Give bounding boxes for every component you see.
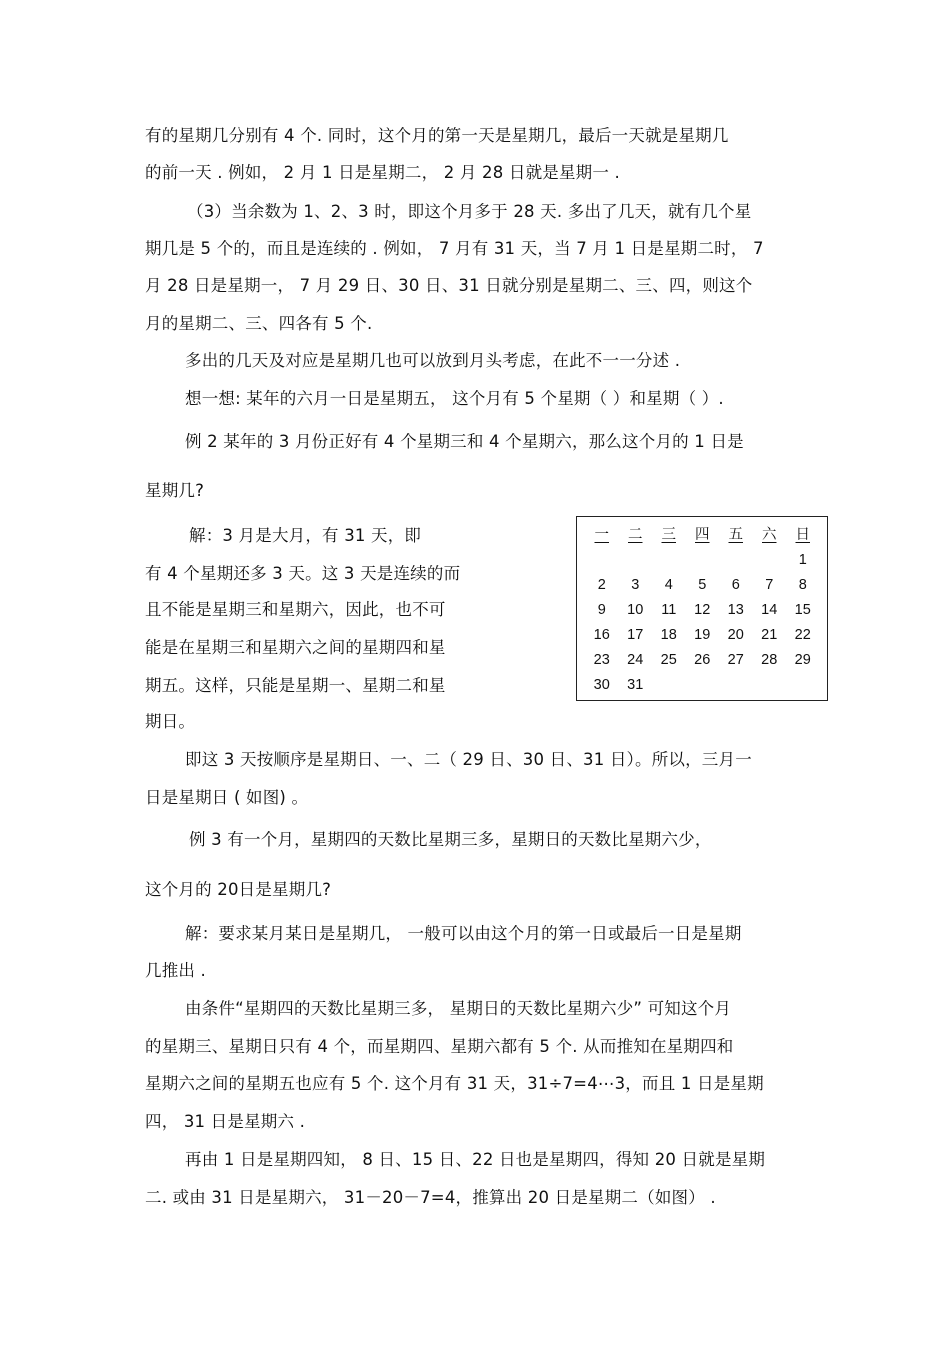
text-line: （3）当余数为 1、2、3 时，即这个月多于 28 天. 多出了几天，就有几个星	[187, 202, 752, 221]
text-line: 能是在星期三和星期六之间的星期四和星	[145, 638, 446, 657]
calendar-day-cell: 27	[727, 652, 744, 668]
calendar-day-cell: 10	[627, 602, 644, 618]
calendar-day-cell: 13	[727, 602, 744, 618]
calendar-day-cell: 25	[660, 652, 677, 668]
calendar-day-cell: 18	[660, 627, 677, 643]
text-line: 想一想: 某年的六月一日是星期五， 这个月有 5 个星期（ ）和星期（ ）.	[185, 389, 724, 408]
calendar-day-cell: 24	[627, 652, 644, 668]
calendar-day-cell: 11	[661, 602, 677, 618]
calendar-day-cell	[686, 675, 720, 700]
text-line: 的星期三、星期日只有 4 个，而星期四、星期六都有 5 个. 从而推知在星期四和	[145, 1037, 734, 1056]
calendar-weekday-header: 六	[762, 527, 777, 543]
calendar-day-cell: 1	[798, 552, 807, 568]
calendar-day-cell: 16	[593, 627, 610, 643]
text-line: 期日。	[145, 712, 196, 731]
text-line: 日是星期日 ( 如图) 。	[145, 788, 309, 807]
text-line: 由条件“星期四的天数比星期三多， 星期日的天数比星期六少” 可知这个月	[185, 999, 732, 1018]
calendar-day-cell: 5	[698, 577, 707, 593]
text-line: 月的星期二、三、四各有 5 个.	[145, 314, 373, 333]
calendar-weekday-header: 三	[661, 527, 676, 543]
calendar-weekday-header: 日	[795, 527, 810, 543]
text-line: 且不能是星期三和星期六，因此，也不可	[145, 600, 446, 619]
text-line: 星期六之间的星期五也应有 5 个. 这个月有 31 天，31÷7=4⋯3，而且 1 日是星期	[145, 1074, 764, 1093]
text-line: 这个月的 20日是星期几?	[145, 880, 332, 899]
text-line: 二. 或由 31 日是星期六， 31－20－7=4，推算出 20 日是星期二（如图） .	[145, 1188, 716, 1207]
calendar-day-cell: 12	[694, 602, 711, 618]
calendar-day-cell	[719, 675, 753, 700]
text-line: 多出的几天及对应是星期几也可以放到月头考虑，在此不一一分述 .	[185, 351, 681, 370]
calendar-day-cell	[719, 550, 753, 575]
calendar-day-cell: 23	[593, 652, 610, 668]
text-line: 期五。这样，只能是星期一、星期二和星	[145, 676, 446, 695]
calendar-day-cell	[753, 550, 787, 575]
text-line: 解：要求某月某日是星期几， 一般可以由这个月的第一日或最后一日是星期	[185, 924, 742, 943]
calendar-day-cell: 29	[794, 652, 811, 668]
calendar-day-cell: 6	[731, 577, 740, 593]
calendar-day-cell: 9	[597, 602, 606, 618]
calendar-day-cell	[585, 550, 619, 575]
text-line: 再由 1 日是星期四知， 8 日、15 日、22 日也是星期四，得知 20 日就是星期	[185, 1150, 766, 1169]
calendar-day-cell	[786, 675, 820, 700]
text-line: 解：3 月是大月，有 31 天，即	[189, 526, 422, 545]
calendar-day-cell: 3	[631, 577, 640, 593]
text-line: 期几是 5 个的，而且是连续的 . 例如， 7 月有 31 天，当 7 月 1 日是星期二时， 7	[145, 239, 764, 258]
calendar-day-cell: 8	[798, 577, 807, 593]
example-3-heading: 例 3 有一个月，星期四的天数比星期三多，星期日的天数比星期六少，	[189, 830, 712, 849]
text-line: 即这 3 天按顺序是星期日、一、二（ 29 日、30 日、31 日）。所以，三月一	[185, 750, 752, 769]
calendar-day-cell: 14	[761, 602, 778, 618]
calendar-day-cell: 19	[694, 627, 711, 643]
example-2-heading: 例 2 某年的 3 月份正好有 4 个星期三和 4 个星期六，那么这个月的 1 日是	[185, 432, 744, 451]
text-line: 几推出 .	[145, 961, 206, 980]
calendar-figure	[576, 516, 828, 701]
calendar-day-cell: 31	[627, 677, 644, 693]
calendar-day-cell: 21	[761, 627, 778, 643]
calendar-day-cell: 7	[765, 577, 774, 593]
calendar-weekday-header: 二	[628, 527, 643, 543]
calendar-day-cell	[652, 550, 686, 575]
calendar-day-cell: 28	[761, 652, 778, 668]
text-line: 有的星期几分别有 4 个. 同时，这个月的第一天是星期几，最后一天就是星期几	[145, 126, 729, 145]
calendar-day-cell: 22	[794, 627, 811, 643]
calendar-day-cell: 17	[627, 627, 644, 643]
calendar-day-cell: 2	[597, 577, 606, 593]
text-line: 四， 31 日是星期六 .	[145, 1112, 306, 1131]
text-line: 有 4 个星期还多 3 天。这 3 天是连续的而	[145, 564, 461, 583]
calendar-day-cell: 26	[694, 652, 711, 668]
calendar-day-cell	[619, 550, 653, 575]
calendar-weekday-header: 一	[594, 527, 609, 543]
text-line: 月 28 日是星期一， 7 月 29 日、30 日、31 日就分别是星期二、三、四，则这个	[145, 276, 753, 295]
calendar-day-cell: 20	[727, 627, 744, 643]
calendar-day-cell	[753, 675, 787, 700]
calendar-day-cell: 30	[593, 677, 610, 693]
calendar-day-cell: 4	[664, 577, 673, 593]
calendar-day-cell: 15	[794, 602, 811, 618]
calendar-day-cell	[652, 675, 686, 700]
calendar-day-cell	[686, 550, 720, 575]
calendar-weekday-header: 五	[728, 527, 743, 543]
text-line: 的前一天 . 例如， 2 月 1 日是星期二， 2 月 28 日就是星期一 .	[145, 163, 620, 182]
calendar-grid	[585, 525, 820, 700]
calendar-weekday-header: 四	[695, 527, 710, 543]
text-line: 星期几?	[145, 481, 205, 500]
